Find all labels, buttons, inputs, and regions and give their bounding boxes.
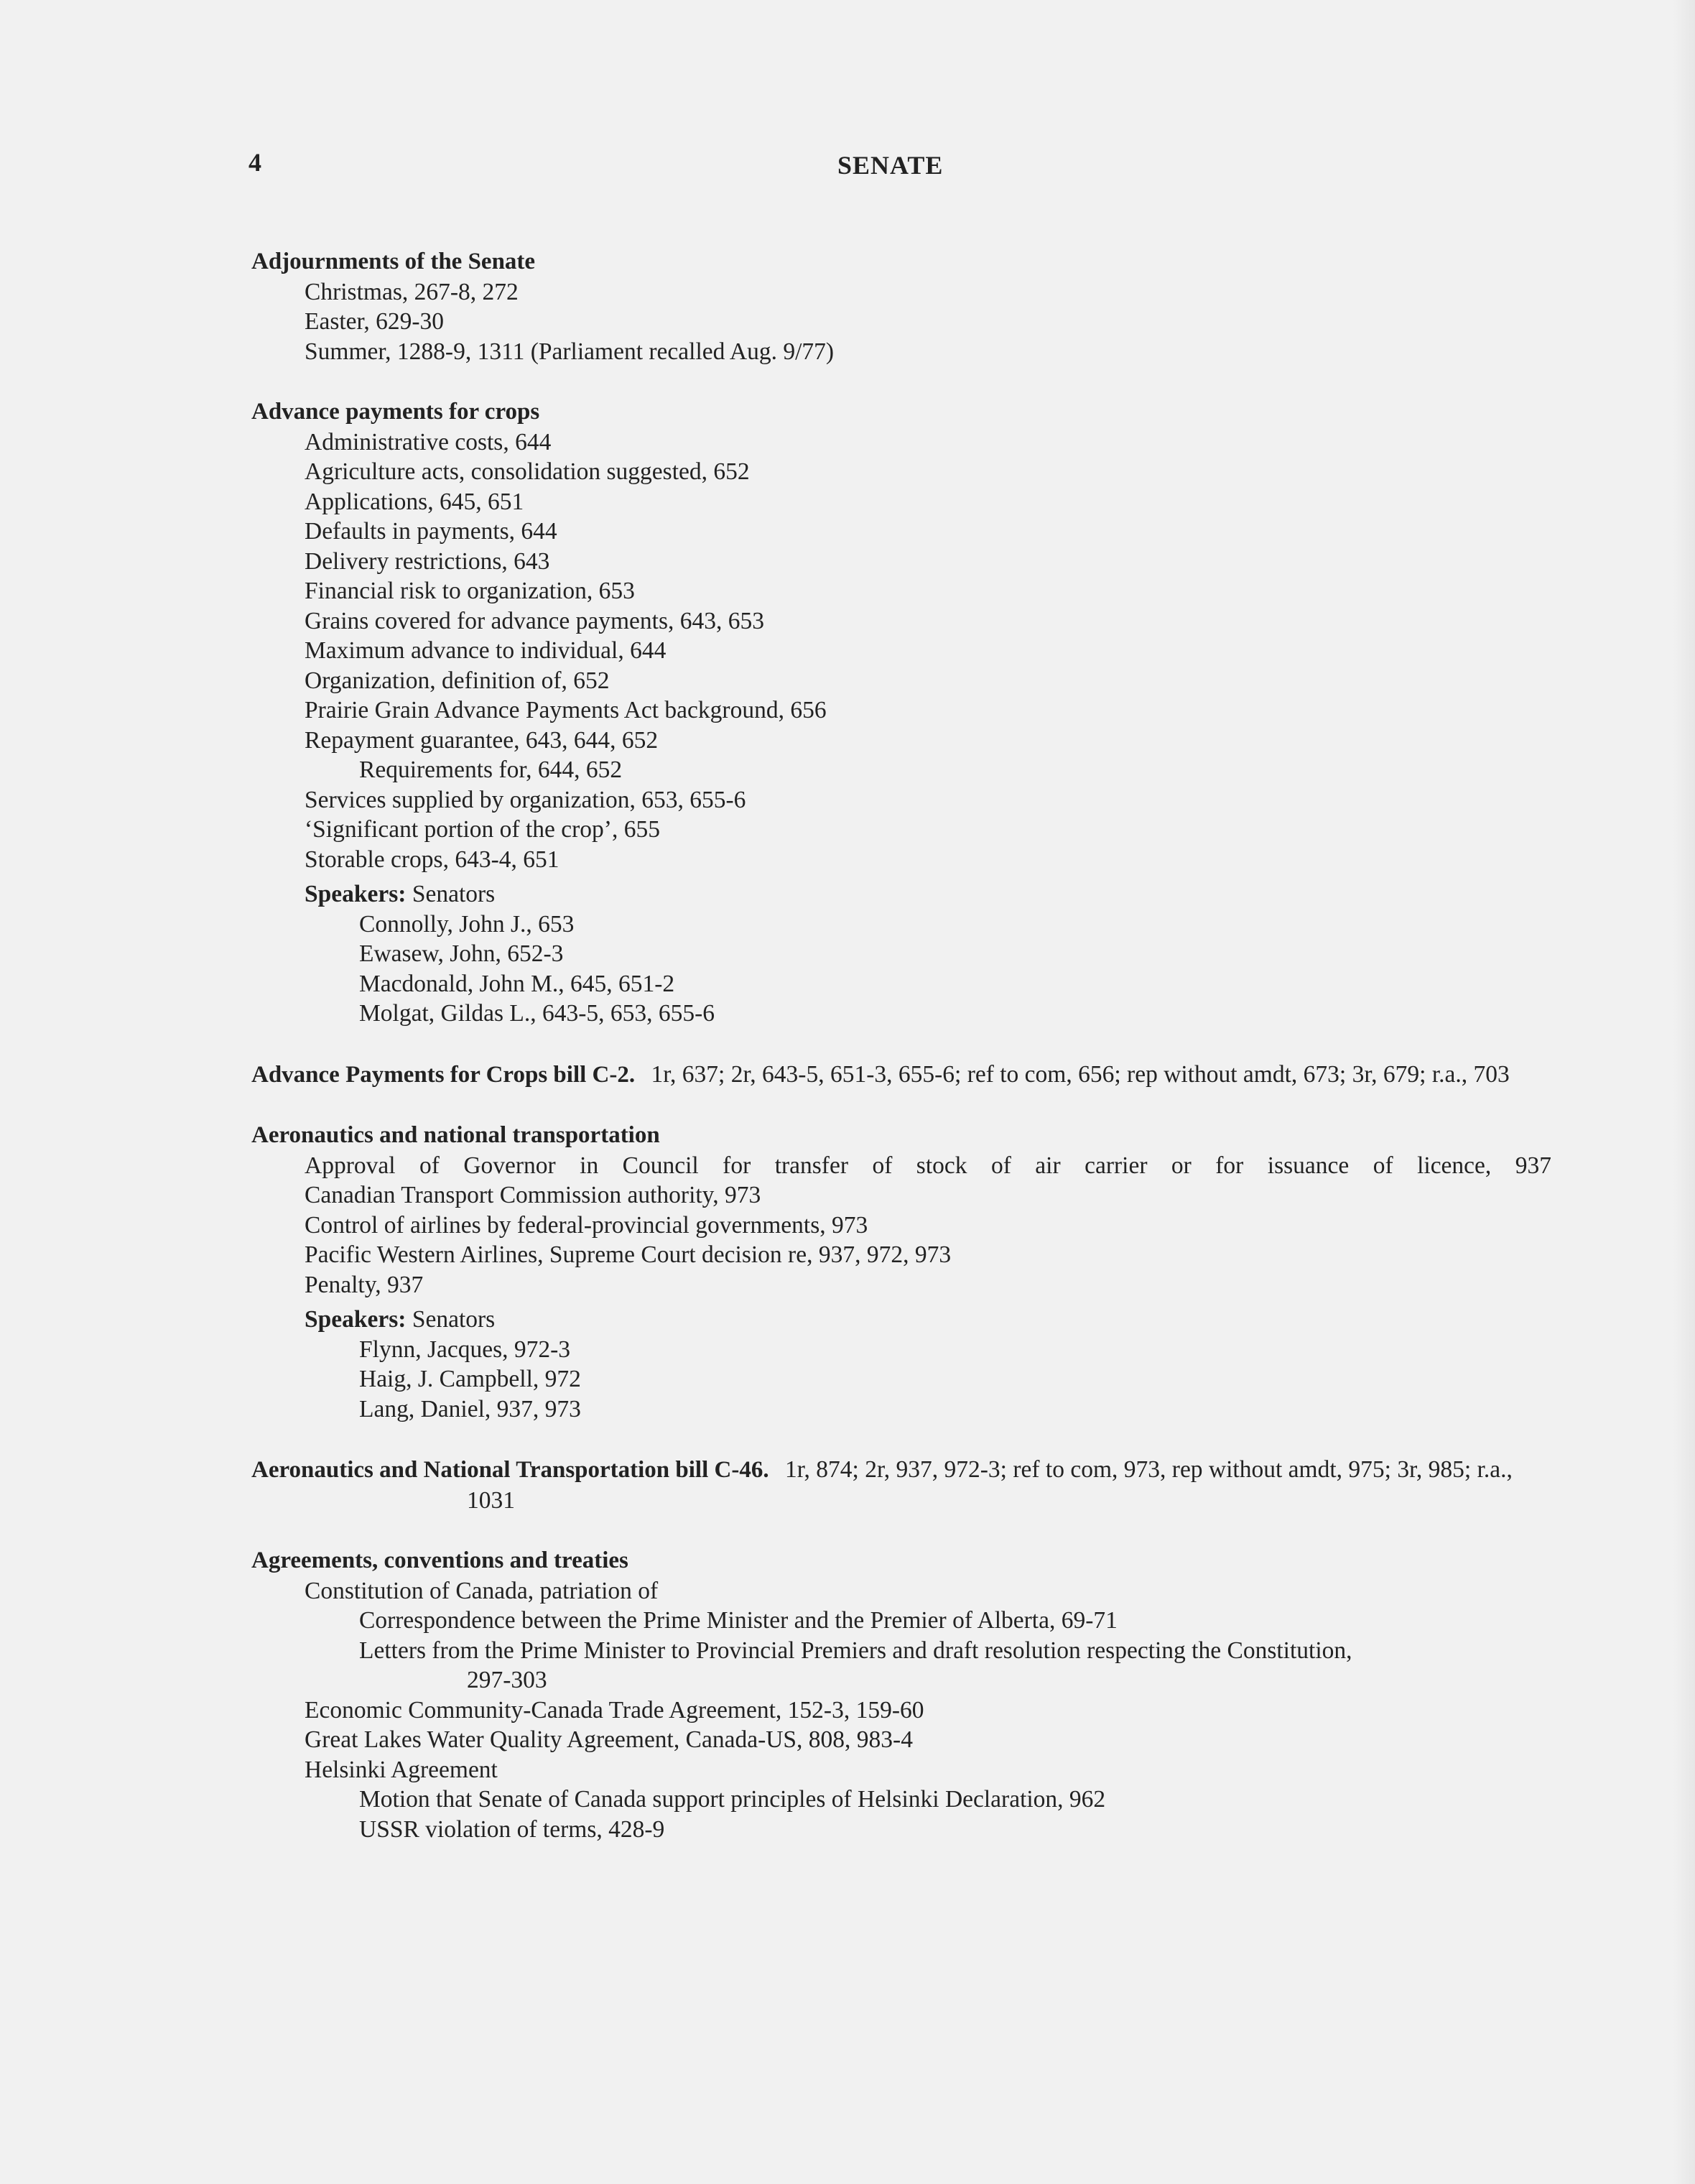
- subentry: Financial risk to organization, 653: [305, 578, 635, 604]
- entry-heading: Adjournments of the Senate: [251, 249, 536, 274]
- subentry: Penalty, 937: [305, 1271, 424, 1298]
- speaker: Macdonald, John M., 645, 651-2: [359, 970, 675, 997]
- speaker: Molgat, Gildas L., 643-5, 653, 655-6: [359, 1000, 715, 1027]
- sub-subentry: Motion that Senate of Canada support principles of Helsinki Declaration, 962: [359, 1786, 1106, 1813]
- speakers-label: Speakers:: [305, 881, 407, 907]
- entry-heading: Advance payments for crops: [251, 399, 540, 425]
- subentry: Storable crops, 643-4, 651: [305, 846, 559, 873]
- bill-stages: 1r, 874; 2r, 937, 972-3; ref to com, 973, rep without amdt, 975; 3r, 985; r.a., 1031: [467, 1456, 1513, 1514]
- subentry: Constitution of Canada, patriation of: [305, 1577, 659, 1604]
- page-edge-shadow: [1673, 0, 1695, 2184]
- speaker: Flynn, Jacques, 972-3: [359, 1336, 571, 1363]
- speaker: Haig, J. Campbell, 972: [359, 1366, 581, 1392]
- speakers-group: Senators: [412, 881, 496, 907]
- subentry: Helsinki Agreement: [305, 1756, 498, 1783]
- index-entry-agreements: [251, 1546, 1551, 1844]
- subentry: Agriculture acts, consolidation suggested, 652: [305, 458, 750, 485]
- speaker: Lang, Daniel, 937, 973: [359, 1395, 581, 1422]
- subentry: Summer, 1288-9, 1311 (Parliament recalled Aug. 9/77): [305, 338, 835, 365]
- page-number: 4: [249, 148, 261, 177]
- sub-subentry-continuation: 297-303: [467, 1667, 547, 1693]
- subentry: Organization, definition of, 652: [305, 667, 610, 694]
- sub-subentry: Requirements for, 644, 652: [359, 756, 623, 783]
- index-entry-adjournments: [251, 247, 1551, 366]
- index-entry-aeronautics-bill: [251, 1455, 1551, 1515]
- running-head: SENATE: [837, 151, 944, 180]
- entry-heading: Agreements, conventions and treaties: [251, 1547, 628, 1573]
- speakers-line: [251, 1305, 1551, 1335]
- subentry: Maximum advance to individual, 644: [305, 637, 667, 664]
- subentry: Applications, 645, 651: [305, 488, 524, 515]
- speakers-line: [251, 879, 1551, 910]
- sub-subentry: Correspondence between the Prime Minister and the Premier of Alberta, 69-71: [359, 1607, 1118, 1634]
- subentry: Economic Community-Canada Trade Agreement, 152-3, 159-60: [305, 1696, 924, 1723]
- subentry: Delivery restrictions, 643: [305, 547, 550, 575]
- subentry: ‘Significant portion of the crop’, 655: [305, 816, 660, 843]
- subentry: Control of airlines by federal-provincial governments, 973: [305, 1211, 868, 1239]
- index-entry-advance-payments: [251, 397, 1551, 1029]
- subentry: Canadian Transport Commission authority, 973: [305, 1182, 761, 1208]
- subentry: Repayment guarantee, 643, 644, 652: [305, 726, 659, 754]
- subentry: Great Lakes Water Quality Agreement, Canada-US, 808, 983-4: [305, 1726, 913, 1753]
- speakers-label: Speakers:: [305, 1306, 407, 1333]
- subentry: Easter, 629-30: [305, 308, 445, 335]
- entry-heading: Aeronautics and National Transportation bill C-46.: [251, 1457, 769, 1483]
- index-entry-advance-bill: [251, 1060, 1551, 1091]
- subentry: Prairie Grain Advance Payments Act background, 656: [305, 697, 827, 723]
- entry-heading: Aeronautics and national transportation: [251, 1122, 660, 1148]
- sub-subentry: Letters from the Prime Minister to Provincial Premiers and draft resolution respecting the Constitution,: [359, 1637, 1352, 1664]
- subentry: Administrative costs, 644: [305, 428, 552, 455]
- speakers-group: Senators: [412, 1306, 496, 1333]
- speaker: Ewasew, John, 652-3: [359, 940, 564, 967]
- subentry: Christmas, 267-8, 272: [305, 278, 519, 305]
- entry-heading: Advance Payments for Crops bill C-2.: [251, 1061, 636, 1088]
- subentry: Grains covered for advance payments, 643, 653: [305, 607, 765, 634]
- speaker: Connolly, John J., 653: [359, 910, 575, 938]
- subentry: Approval of Governor in Council for transfer of stock of air carrier or for issuance of licence, 937: [305, 1152, 1551, 1179]
- sub-subentry: USSR violation of terms, 428-9: [359, 1815, 665, 1843]
- subentry: Defaults in payments, 644: [305, 518, 557, 545]
- index-entry-aeronautics: [251, 1121, 1551, 1424]
- subentry: Services supplied by organization, 653, 655-6: [305, 786, 746, 813]
- index-body: [251, 247, 1551, 1875]
- bill-stages: 1r, 637; 2r, 643-5, 651-3, 655-6; ref to com, 656; rep without amdt, 673; 3r, 679; r.a., 703: [651, 1060, 1510, 1088]
- subentry: Pacific Western Airlines, Supreme Court decision re, 937, 972, 973: [305, 1241, 952, 1268]
